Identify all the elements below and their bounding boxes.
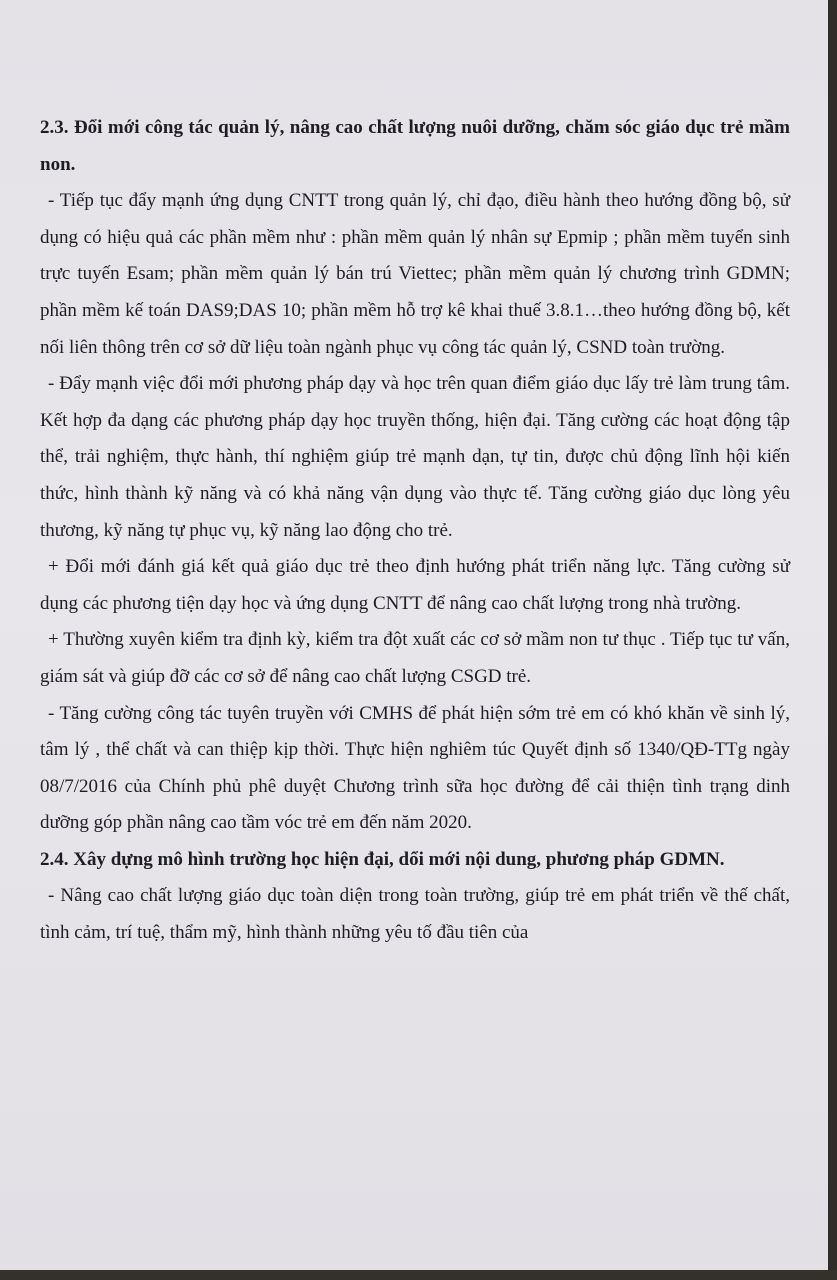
section-2-3-paragraph-1: - Tiếp tục đẩy mạnh ứng dụng CNTT trong quản lý, chỉ đạo, điều hành theo hướng đồng bộ, sử dụng có hiệu quả các phần mềm như : phần mềm quản lý nhân sự Epmip ; phần mềm tuyển sinh trực tuyến Esam; phần mềm quản lý bán trú Viettec; phần mềm quản lý chương trình GDMN; phần mềm kế toán DAS9;DAS 10; phần mềm hỗ trợ kê khai thuế 3.8.1…theo hướng đồng bộ, kết nối liên thông trên cơ sở dữ liệu toàn ngành phục vụ công tác quản lý, CSND toàn trường. — [40, 190, 790, 358]
section-2-3-paragraph-4: + Thường xuyên kiểm tra định kỳ, kiểm tra đột xuất các cơ sở mầm non tư thục . Tiếp tục tư vấn, giám sát và giúp đỡ các cơ sở để nâng cao chất lượng CSGD trẻ. — [40, 629, 790, 687]
section-2-4-heading: 2.4. Xây dựng mô hình trường học hiện đại, dổi mới nội dung, phương pháp GDMN. — [40, 848, 725, 870]
section-2-3-paragraph-5: - Tăng cường công tác tuyên truyền với CMHS để phát hiện sớm trẻ em có khó khăn về sinh lý, tâm lý , thể chất và can thiệp kịp thời. Thực hiện nghiêm túc Quyết định số 1340/QĐ-TTg ngày 08/7/2016 của Chính phủ phê duyệt Chương trình sữa học đường để cải thiện tình trạng dinh dưỡng góp phần nâng cao tầm vóc trẻ em đến năm 2020. — [40, 702, 790, 834]
section-2-3-paragraph-2: - Đẩy mạnh việc đổi mới phương pháp dạy và học trên quan điểm giáo dục lấy trẻ làm trung tâm. Kết hợp đa dạng các phương pháp dạy học truyền thống, hiện đại. Tăng cường các hoạt động tập thể, trải nghiệm, thực hành, thí nghiệm giúp trẻ mạnh dạn, tự tin, được chủ động lĩnh hội kiến thức, hình thành kỹ năng và có khả năng vận dụng vào thực tế. Tăng cường giáo dục lòng yêu thương, kỹ năng tự phục vụ, kỹ năng lao động cho trẻ. — [40, 373, 790, 541]
document-body — [40, 110, 790, 952]
section-2-3-heading: 2.3. Đổi mới công tác quản lý, nâng cao chất lượng nuôi dưỡng, chăm sóc giáo dục trẻ mầm non. — [40, 117, 790, 175]
section-2-4-paragraph-1: - Nâng cao chất lượng giáo dục toàn diện trong toàn trường, giúp trẻ em phát triển về thế chất, tình cảm, trí tuệ, thẩm mỹ, hình thành những yêu tố đầu tiên của — [40, 885, 790, 944]
page-edge-shadow-right — [828, 0, 837, 1280]
section-2-3-paragraph-3: + Đổi mới đánh giá kết quả giáo dục trẻ theo định hướng phát triển năng lực. Tăng cường sử dụng các phương tiện dạy học và ứng dụng CNTT để nâng cao chất lượng trong nhà trường. — [40, 556, 790, 614]
page-edge-shadow-bottom — [0, 1270, 837, 1280]
